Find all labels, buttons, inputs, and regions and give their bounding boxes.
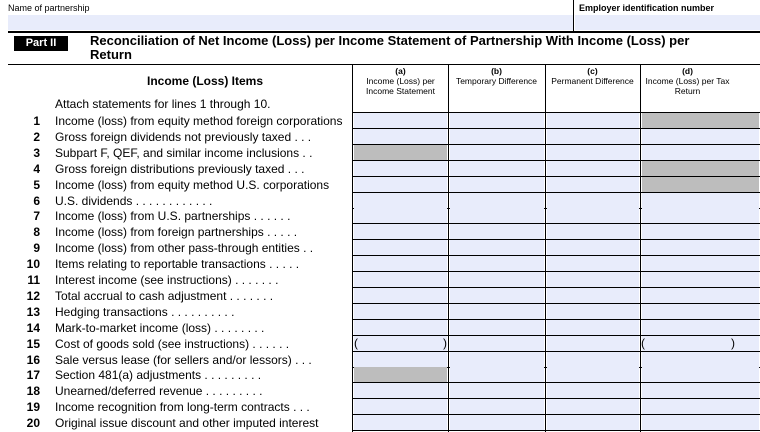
input-cell-c[interactable] [547, 288, 639, 303]
input-cell-b[interactable] [450, 336, 544, 351]
table-row [0, 367, 760, 383]
line-number: 7 [33, 209, 40, 224]
input-cell-c[interactable] [547, 367, 639, 382]
input-cell-d[interactable] [642, 415, 759, 430]
title-rule [8, 64, 760, 65]
input-cell-b[interactable] [450, 399, 544, 414]
input-cell-d[interactable] [642, 367, 759, 382]
table-row [0, 129, 760, 145]
line-label: Income recognition from long-term contracts . . . [55, 400, 310, 415]
line-label: Income (loss) from other pass-through entities . . [55, 241, 314, 256]
input-cell-d[interactable] [642, 320, 759, 335]
header-section [0, 0, 760, 32]
input-cell-c[interactable] [547, 145, 639, 160]
line-number: 4 [33, 161, 40, 176]
column-title: Temporary Difference [455, 76, 538, 86]
partnership-name-label: Name of partnership [8, 3, 90, 13]
input-cell-b[interactable] [450, 193, 544, 208]
input-cell-a[interactable] [354, 336, 447, 351]
line-label: Gross foreign dividends not previously taxed . . . [55, 129, 312, 144]
table-row [0, 224, 760, 240]
input-cell-a[interactable] [354, 256, 447, 271]
input-cell-b[interactable] [450, 320, 544, 335]
shaded-cell [354, 145, 447, 160]
shaded-cell [642, 161, 759, 176]
input-cell-c[interactable] [547, 352, 639, 367]
table-row [0, 383, 760, 399]
input-cell-c[interactable] [547, 399, 639, 414]
input-cell-a[interactable] [354, 352, 447, 367]
input-cell-b[interactable] [450, 272, 544, 287]
line-label: Unearned/deferred revenue . . . . . . . . . [55, 384, 263, 399]
line-number: 1 [33, 114, 40, 128]
input-cell-b[interactable] [450, 256, 544, 271]
input-cell-c[interactable] [547, 208, 639, 223]
input-cell-b[interactable] [450, 177, 544, 192]
table-row [0, 177, 760, 193]
line-label: Cost of goods sold (see instructions) . . . . . . [55, 336, 290, 351]
column-letter: (c) [587, 66, 598, 76]
line-label: U.S. dividends . . . . . . . . . . . . [55, 193, 213, 208]
input-cell-d[interactable] [642, 129, 759, 144]
line-number: 11 [27, 273, 40, 287]
line-label: Items relating to reportable transactions . . . . . [55, 257, 300, 272]
input-cell-d[interactable] [642, 256, 759, 271]
table-row [0, 352, 760, 368]
table-row [0, 145, 760, 161]
line-label: Income (loss) from equity method U.S. corporations [55, 177, 330, 192]
input-cell-c[interactable] [547, 240, 639, 255]
ein-field[interactable] [575, 15, 760, 30]
open-paren: ( [354, 335, 358, 350]
line-number: 16 [26, 352, 40, 367]
input-cell-b[interactable] [450, 129, 544, 144]
input-cell-d[interactable] [642, 224, 759, 239]
input-cell-a[interactable] [354, 177, 447, 192]
column-title: Income (Loss) per Income Statement [366, 76, 435, 96]
input-cell-b[interactable] [450, 383, 544, 398]
input-cell-a[interactable] [354, 208, 447, 223]
line-number: 17 [26, 368, 40, 383]
input-cell-d[interactable] [642, 336, 759, 351]
input-cell-c[interactable] [547, 224, 639, 239]
line-number: 10 [26, 257, 40, 272]
table-row [0, 193, 760, 209]
line-number: 5 [33, 177, 40, 192]
close-paren: ) [443, 335, 447, 350]
column-header-c [546, 66, 639, 113]
input-cell-c[interactable] [547, 161, 639, 176]
line-label: Gross foreign distributions previously taxed . . . [55, 161, 305, 176]
column-header-d [641, 66, 734, 113]
line-label: Subpart F, QEF, and similar income inclusions . . [55, 145, 313, 160]
input-cell-b[interactable] [450, 224, 544, 239]
input-cell-d[interactable] [642, 240, 759, 255]
shaded-cell [354, 367, 447, 382]
shaded-cell [642, 113, 759, 128]
table-row [0, 240, 760, 256]
line-number: 2 [33, 129, 40, 144]
input-cell-d[interactable] [642, 383, 759, 398]
partnership-name-field[interactable] [8, 15, 573, 30]
line-number: 9 [33, 241, 40, 256]
input-cell-c[interactable] [547, 320, 639, 335]
line-label: Total accrual to cash adjustment . . . . . . . [55, 288, 274, 303]
ein-label: Employer identification number [579, 3, 715, 13]
table-row [0, 336, 760, 352]
line-number: 20 [26, 416, 40, 431]
input-cell-d[interactable] [642, 304, 759, 319]
input-cell-a[interactable] [354, 304, 447, 319]
table-row [0, 208, 760, 224]
input-cell-b[interactable] [450, 304, 544, 319]
input-cell-a[interactable] [354, 415, 447, 430]
column-header-a [354, 66, 447, 113]
input-cell-c[interactable] [547, 272, 639, 287]
input-cell-b[interactable] [450, 367, 544, 382]
column-letter: (d) [682, 66, 693, 76]
table-row [0, 399, 760, 415]
column-letter: (b) [491, 66, 502, 76]
input-cell-b[interactable] [450, 288, 544, 303]
input-cell-c[interactable] [547, 113, 639, 128]
table-row [0, 320, 760, 336]
column-title: Income (Loss) per Tax Return [645, 76, 730, 96]
input-cell-d[interactable] [642, 272, 759, 287]
line-number: 15 [26, 336, 40, 351]
line-label: Income (loss) from foreign partnerships . . . . . [55, 225, 298, 240]
line-label: Hedging transactions . . . . . . . . . . [55, 304, 235, 319]
input-cell-c[interactable] [547, 336, 639, 351]
close-paren: ) [731, 335, 735, 350]
input-cell-b[interactable] [450, 161, 544, 176]
line-label: Income (loss) from U.S. partnerships . . . . . . [55, 209, 291, 224]
line-label: Section 481(a) adjustments . . . . . . . . . [55, 368, 262, 383]
input-cell-a[interactable] [354, 240, 447, 255]
open-paren: ( [641, 335, 645, 350]
part-badge: Part II [14, 36, 68, 51]
table-row [0, 113, 760, 129]
shaded-cell [642, 177, 759, 192]
table-row [0, 161, 760, 177]
input-cell-c[interactable] [547, 256, 639, 271]
input-cell-d[interactable] [642, 193, 759, 208]
header-divider [573, 0, 574, 32]
input-cell-a[interactable] [354, 288, 447, 303]
input-cell-d[interactable] [642, 288, 759, 303]
table-row [0, 272, 760, 288]
input-cell-d[interactable] [642, 399, 759, 414]
input-cell-a[interactable] [354, 161, 447, 176]
input-cell-d[interactable] [642, 352, 759, 367]
line-number: 3 [33, 145, 40, 160]
line-label: Interest income (see instructions) . . . . . . . [55, 273, 279, 287]
input-cell-b[interactable] [450, 145, 544, 160]
line-number: 8 [33, 225, 40, 240]
input-cell-c[interactable] [547, 304, 639, 319]
column-title: Permanent Difference [551, 76, 634, 86]
table-row [0, 415, 760, 431]
input-cell-b[interactable] [450, 415, 544, 430]
line-number: 18 [26, 384, 40, 399]
input-cell-a[interactable] [354, 129, 447, 144]
input-cell-c[interactable] [547, 193, 639, 208]
input-cell-a[interactable] [354, 193, 447, 208]
table-row [0, 256, 760, 272]
input-cell-b[interactable] [450, 208, 544, 223]
line-number: 14 [26, 320, 40, 335]
line-number: 6 [33, 193, 40, 208]
input-cell-c[interactable] [547, 129, 639, 144]
input-cell-b[interactable] [450, 113, 544, 128]
attach-note: Attach statements for lines 1 through 10. [55, 97, 271, 111]
input-cell-d[interactable] [642, 145, 759, 160]
line-label: Sale versus lease (for sellers and/or lessors) . . . [55, 352, 312, 367]
part-title: Reconciliation of Net Income (Loss) per Income Statement of Partnership With Income (Loss) per Return [90, 33, 690, 62]
input-cell-b[interactable] [450, 240, 544, 255]
input-cell-c[interactable] [547, 415, 639, 430]
input-cell-a[interactable] [354, 224, 447, 239]
line-label: Mark-to-market income (loss) . . . . . . . . [55, 320, 265, 335]
line-label: Income (loss) from equity method foreign corporations [55, 114, 343, 128]
input-cell-c[interactable] [547, 177, 639, 192]
table-row [0, 304, 760, 320]
line-number: 12 [26, 288, 40, 303]
items-heading: Income (Loss) Items [146, 74, 264, 88]
column-header-b [449, 66, 544, 113]
input-cell-a[interactable] [354, 113, 447, 128]
input-cell-a[interactable] [354, 399, 447, 414]
table-row [0, 288, 760, 304]
input-cell-c[interactable] [547, 383, 639, 398]
row-rule [353, 430, 760, 431]
input-cell-a[interactable] [354, 383, 447, 398]
input-cell-d[interactable] [642, 208, 759, 223]
line-number: 13 [26, 304, 40, 319]
line-label: Original issue discount and other imputed interest [55, 416, 319, 431]
input-cell-a[interactable] [354, 320, 447, 335]
column-letter: (a) [395, 66, 406, 76]
input-cell-b[interactable] [450, 352, 544, 367]
line-number: 19 [26, 400, 40, 415]
input-cell-a[interactable] [354, 272, 447, 287]
